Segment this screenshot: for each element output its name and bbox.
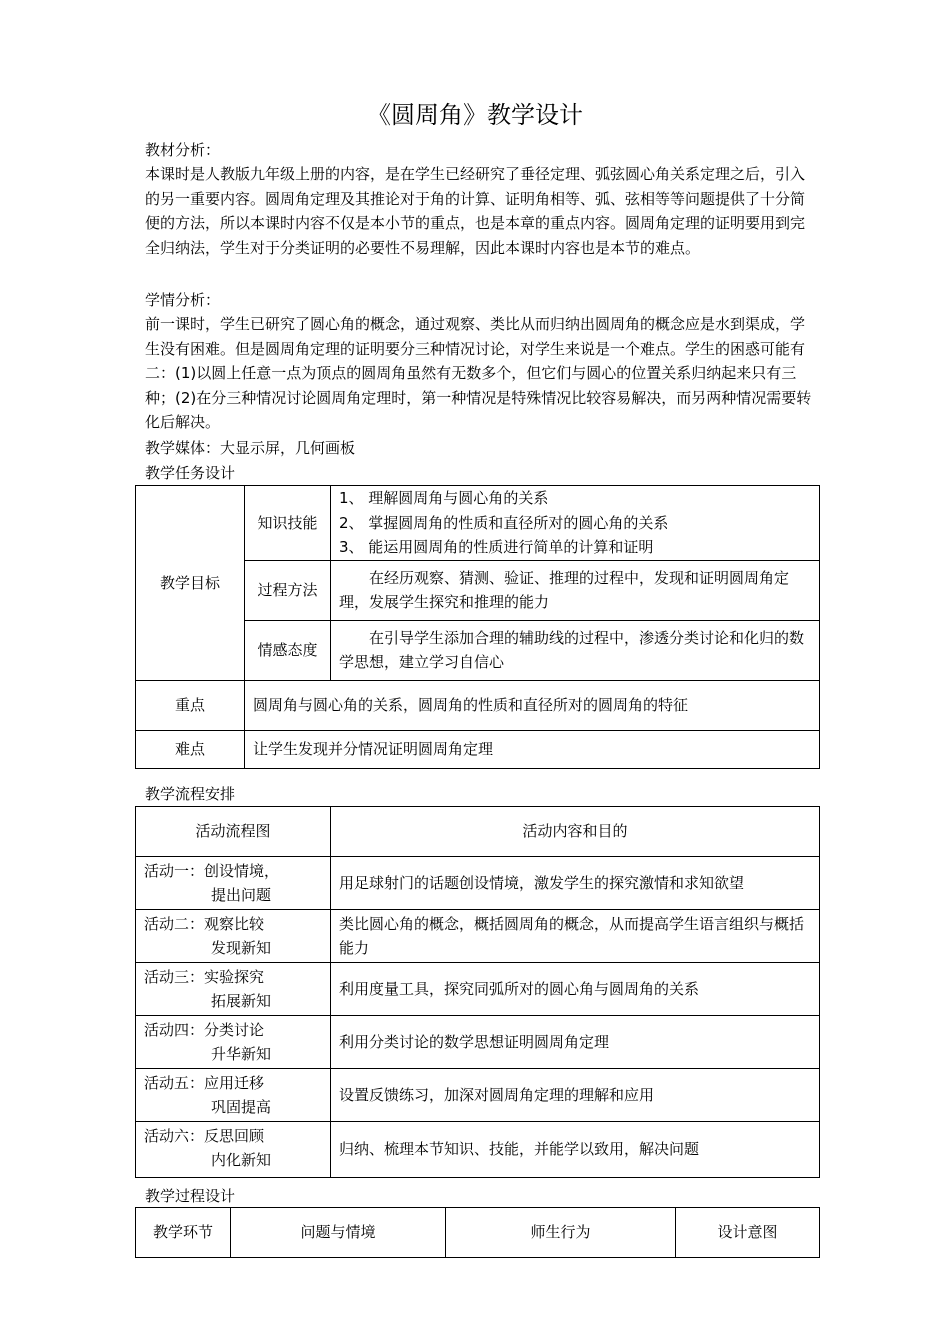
difficulty-text: 让学生发现并分情况证明圆周角定理 (245, 730, 820, 768)
activity-name: 活动六：反思回顾 内化新知 (136, 1122, 331, 1178)
process-header-stage: 教学环节 (136, 1208, 231, 1258)
flow-row (136, 910, 820, 963)
material-analysis-text: 本课时是人教版九年级上册的内容，是在学生已经研究了垂径定理、弧弦圆心角关系定理之后，引入的另一重要内容。圆周角定理及其推论对于角的计算、证明角相等、弧、弦相等等问题提供了十分简便的方法，所以本课时内容不仅是本小节的重点，也是本章的重点内容。圆周角定理的证明要用到完全归纳法，学生对于分类证明的必要性不易理解，因此本课时内容也是本节的难点。 (145, 165, 806, 257)
key-point-label: 重点 (136, 680, 245, 730)
flow-label: 教学流程安排 (145, 785, 236, 803)
emotion-text: 在引导学生添加合理的辅助线的过程中，渗透分类讨论和化归的数学思想，建立学习自信心 (331, 620, 820, 680)
activity-name: 活动三：实验探究 拓展新知 (136, 963, 331, 1016)
flow-row (136, 1016, 820, 1069)
student-analysis-label: 学情分析： (145, 291, 221, 309)
emotion-label: 情感态度 (245, 620, 331, 680)
process-design-table (135, 1207, 820, 1258)
goal-label: 教学目标 (136, 486, 245, 681)
knowledge-items (331, 486, 820, 561)
flow-header-right: 活动内容和目的 (331, 807, 820, 857)
process-method-text: 在经历观察、猜测、验证、推理的过程中，发现和证明圆周角定理，发展学生探究和推理的能力 (331, 560, 820, 620)
task-design-table (135, 485, 820, 769)
activity-content: 归纳、梳理本节知识、技能，并能学以致用，解决问题 (331, 1122, 820, 1178)
flow-row (136, 963, 820, 1016)
process-header-situation: 问题与情境 (231, 1208, 446, 1258)
process-method-label: 过程方法 (245, 560, 331, 620)
flow-row (136, 1122, 820, 1178)
difficulty-label: 难点 (136, 730, 245, 768)
knowledge-item: 1、 理解圆周角与圆心角的关系 (339, 489, 549, 507)
activity-name: 活动四：分类讨论 升华新知 (136, 1016, 331, 1069)
activity-name: 活动五：应用迁移 巩固提高 (136, 1069, 331, 1122)
teaching-media: 教学媒体：大显示屏，几何画板 (145, 439, 356, 457)
document-title: 《圆周角》教学设计 (367, 101, 583, 129)
process-design-label: 教学过程设计 (145, 1187, 236, 1205)
activity-content: 利用度量工具，探究同弧所对的圆心角与圆周角的关系 (331, 963, 820, 1016)
activity-name: 活动一：创设情境， 提出问题 (136, 857, 331, 910)
knowledge-item: 2、 掌握圆周角的性质和直径所对的圆心角的关系 (339, 513, 669, 532)
key-point-text: 圆周角与圆心角的关系，圆周角的性质和直径所对的圆周角的特征 (245, 680, 820, 730)
activity-name: 活动二：观察比较 发现新知 (136, 910, 331, 963)
flow-table (135, 806, 820, 1178)
activity-content: 用足球射门的话题创设情境，激发学生的探究激情和求知欲望 (331, 857, 820, 910)
process-header-intent: 设计意图 (676, 1208, 820, 1258)
process-header-behavior: 师生行为 (446, 1208, 676, 1258)
student-analysis-text: 前一课时，学生已研究了圆心角的概念，通过观察、类比从而归纳出圆周角的概念应是水到渠成，学生没有困难。但是圆周角定理的证明要分三种情况讨论，对学生来说是一个难点。学生的困惑可能有二：(1)以圆上任意一点为顶点的圆周角虽然有无数多个，但它们与圆心的位置关系归纳起来只有三种；(2)在分三种情况讨论圆周角定理时，第一种情况是特殊情况比较容易解决，而另两种情况需要转化后解决。 (145, 315, 812, 431)
activity-content: 利用分类讨论的数学思想证明圆周角定理 (331, 1016, 820, 1069)
task-design-label: 教学任务设计 (145, 464, 236, 482)
knowledge-label: 知识技能 (245, 486, 331, 561)
flow-row (136, 857, 820, 910)
flow-row (136, 1069, 820, 1122)
activity-content: 设置反馈练习，加深对圆周角定理的理解和应用 (331, 1069, 820, 1122)
activity-content: 类比圆心角的概念，概括圆周角的概念，从而提高学生语言组织与概括能力 (331, 910, 820, 963)
flow-header-left: 活动流程图 (136, 807, 331, 857)
material-analysis-label: 教材分析： (145, 141, 221, 159)
knowledge-item: 3、 能运用圆周角的性质进行简单的计算和证明 (339, 538, 654, 556)
